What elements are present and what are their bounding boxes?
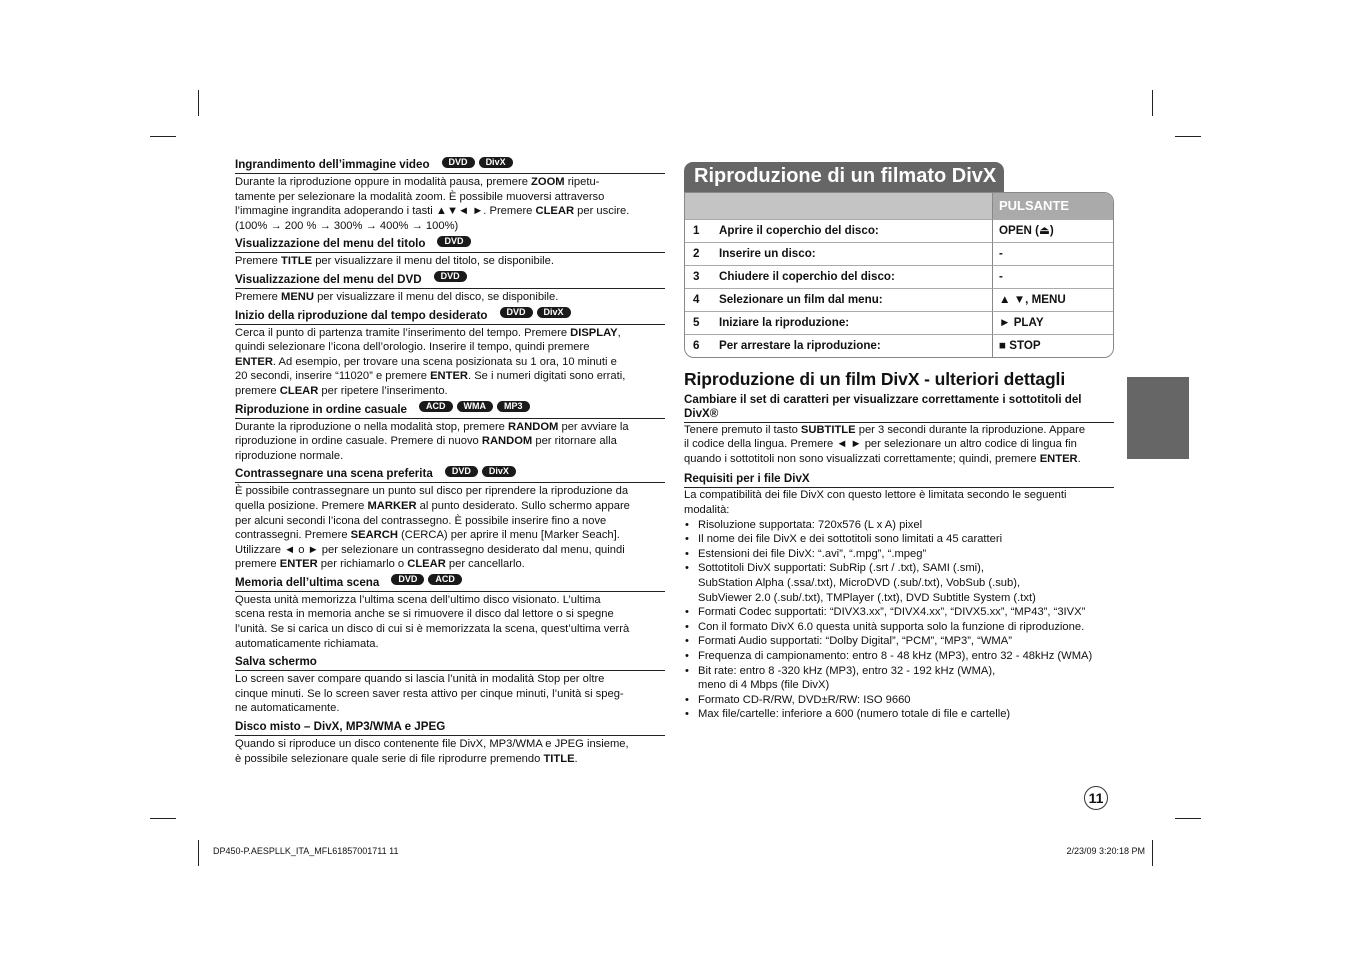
section <box>235 655 665 716</box>
step-text: Iniziare la riproduzione: <box>713 311 992 334</box>
section-body: Durante la riproduzione oppure in modalità pausa, premere ZOOM ripetu- tamente per selezionare la modalità zoom. È possibile muoversi attraverso l’immagine ingrandita adoperando i tasti ▲▼◄ ►. Premere CLEAR per uscire. (100% → 200 % → 300% → 400% → 100%) <box>235 176 630 232</box>
step-number: 1 <box>685 219 713 242</box>
list-item: • Bit rate: entro 8 -320 kHz (MP3), entro 32 - 192 kHz (WMA), meno di 4 Mbps (file DivX) <box>698 664 1114 693</box>
format-badge: WMA <box>457 401 494 412</box>
footer-left: DP450-P.AESPLLK_ITA_MFL61857001711 11 <box>213 846 399 856</box>
section-title-text: Disco misto – DivX, MP3/WMA e JPEG <box>235 720 446 734</box>
section-title-text: Memoria dell’ultima scena <box>235 575 380 589</box>
section-title <box>235 576 665 592</box>
section <box>235 158 665 233</box>
section <box>235 237 665 269</box>
list-item: • Formati Codec supportati: “DIVX3.xx”, “DIVX4.xx”, “DIVX5.xx”, “MP43”, “3IVX” <box>698 605 1114 620</box>
section-title-text: Salva schermo <box>235 655 317 669</box>
right-column <box>684 162 1114 722</box>
list-item: • Estensioni dei file DivX: “.avi”, “.mpg”, “.mpeg” <box>698 547 1114 562</box>
table-header-row <box>685 193 1113 219</box>
details-heading: Riproduzione di un film DivX - ulteriori dettagli <box>684 369 1066 389</box>
table-header-button: PULSANTE <box>992 193 1113 219</box>
table-row <box>685 265 1113 288</box>
footer-right: 2/23/09 3:20:18 PM <box>1066 846 1145 856</box>
crop-mark <box>1152 840 1153 866</box>
section-title <box>235 309 665 325</box>
step-text: Aprire il coperchio del disco: <box>713 219 992 242</box>
steps-table <box>684 192 1114 358</box>
requirements-list <box>684 518 1114 722</box>
table-row <box>685 288 1113 311</box>
table-row <box>685 242 1113 265</box>
list-item: • Il nome dei file DivX e dei sottotitoli sono limitati a 45 caratteri <box>698 532 1114 547</box>
section-title-text: Visualizzazione del menu del titolo <box>235 237 426 251</box>
crop-mark <box>150 818 176 819</box>
format-badge: MP3 <box>497 401 530 412</box>
format-badge: DivX <box>479 157 513 168</box>
table-row <box>685 311 1113 334</box>
subtitle-charset-body: Tenere premuto il tasto SUBTITLE per 3 secondi durante la riproduzione. Appare il codice della lingua. Premere ◄ ► per selezionare un altro codice di lingua fin quando i sottotitoli non sono visualizzati correttamente; quindi, premere ENTER. <box>684 422 1114 467</box>
format-badge: DVD <box>445 466 478 477</box>
format-badge: DVD <box>500 307 533 318</box>
section-body: Premere MENU per visualizzare il menu del disco, se disponibile. <box>235 290 559 303</box>
section <box>235 403 665 464</box>
section-title-text: Inizio della riproduzione dal tempo desiderato <box>235 308 488 322</box>
section-banner: Riproduzione di un filmato DivX <box>684 162 1004 192</box>
section-body: Durante la riproduzione o nella modalità stop, premere RANDOM per avviare la riproduzione in ordine casuale. Premere di nuovo RANDOM per ritornare alla riproduzione normale. <box>235 420 629 462</box>
requirements-title: Requisiti per i file DivX <box>684 472 1114 488</box>
section-title <box>235 655 665 671</box>
section-title-text: Visualizzazione del menu del DVD <box>235 272 422 286</box>
section <box>235 576 665 651</box>
step-button: OPEN (⏏) <box>992 219 1113 242</box>
format-badge: DVD <box>391 574 424 585</box>
step-text: Selezionare un film dal menu: <box>713 288 992 311</box>
step-text: Per arrestare la riproduzione: <box>713 334 992 357</box>
list-item: • Max file/cartelle: inferiore a 600 (numero totale di file e cartelle) <box>698 707 1114 722</box>
list-item: • Frequenza di campionamento: entro 8 - 48 kHz (MP3), entro 32 - 48kHz (WMA) <box>698 649 1114 664</box>
section-title <box>235 467 665 483</box>
step-button: - <box>992 242 1113 265</box>
step-number: 5 <box>685 311 713 334</box>
step-number: 3 <box>685 265 713 288</box>
format-badge: DivX <box>537 307 571 318</box>
subtitle-charset-title: Cambiare il set di caratteri per visualizzare correttamente i sottotitoli del DivX® <box>684 392 1082 420</box>
step-button: ▲ ▼, MENU <box>992 288 1113 311</box>
section-title <box>235 403 665 419</box>
format-badge: DVD <box>434 271 467 282</box>
step-text: Inserire un disco: <box>713 242 992 265</box>
section-title <box>235 720 665 736</box>
section-body: Premere TITLE per visualizzare il menu del titolo, se disponibile. <box>235 255 554 268</box>
section-title <box>235 158 665 174</box>
format-badge: DVD <box>437 236 470 247</box>
section-body: Quando si riproduce un disco contenente file DivX, MP3/WMA e JPEG insieme, è possibile selezionare quale serie di file riprodurre premendo TITLE. <box>235 738 629 765</box>
section-body: Cerca il punto di partenza tramite l’inserimento del tempo. Premere DISPLAY, quindi selezionare l’icona dell’orologio. Inserire il tempo, quindi premere ENTER. Ad esempio, per trovare una scena posizionata su 1 ora, 10 minuti e 20 secondi, inserire “11020” e premere ENTER. Se i numeri digitati sono errati, premere CLEAR per ripetere l’inserimento. <box>235 326 626 397</box>
crop-mark <box>150 136 176 137</box>
list-item: • Sottotitoli DivX supportati: SubRip (.srt / .txt), SAMI (.smi), SubStation Alpha (.ssa/.txt), MicroDVD (.sub/.txt), VobSub (.sub), SubViewer 2.0 (.sub/.txt), TMPlayer (.txt), DVD Subtitle System (.txt) <box>698 561 1114 605</box>
format-badge: DivX <box>482 466 516 477</box>
section <box>235 273 665 305</box>
section-title <box>235 273 665 289</box>
section-body: Lo screen saver compare quando si lascia l’unità in modalità Stop per oltre cinque minuti. Se lo screen saver resta attivo per cinque minuti, l’unità si speg- ne automaticamente. <box>235 673 624 715</box>
section-body: Questa unità memorizza l’ultima scena dell’ultimo disco visionato. L’ultima scena resta in memoria anche se si rimuovere il disco dal lettore o si spegne l’unità. Se si carica un disco di cui si è memorizzata la scena, quest’ultima verrà automaticamente richiamata. <box>235 593 630 650</box>
section <box>235 720 665 766</box>
format-badge: ACD <box>428 574 462 585</box>
list-item: • Con il formato DivX 6.0 questa unità supporta solo la funzione di riproduzione. <box>698 620 1114 635</box>
requirements-intro: La compatibilità dei file DivX con questo lettore è limitata secondo le seguenti modalità: <box>684 489 1067 516</box>
crop-mark <box>1152 90 1153 116</box>
section-title-text: Contrassegnare una scena preferita <box>235 467 433 481</box>
list-item: • Formato CD-R/RW, DVD±R/RW: ISO 9660 <box>698 693 1114 708</box>
step-number: 2 <box>685 242 713 265</box>
table-row <box>685 334 1113 357</box>
left-column <box>235 158 665 770</box>
crop-mark <box>198 90 199 116</box>
list-item: • Formati Audio supportati: “Dolby Digital”, “PCM”, “MP3”, “WMA” <box>698 634 1114 649</box>
section <box>235 467 665 572</box>
format-badge: DVD <box>442 157 475 168</box>
step-button: ► PLAY <box>992 311 1113 334</box>
section <box>235 309 665 399</box>
table-row <box>685 219 1113 242</box>
crop-mark <box>1175 818 1201 819</box>
page-number: 11 <box>1084 786 1108 810</box>
side-tab <box>1127 377 1189 459</box>
step-button: ■ STOP <box>992 334 1113 357</box>
step-number: 6 <box>685 334 713 357</box>
format-badge: ACD <box>419 401 453 412</box>
section-title <box>235 237 665 253</box>
crop-mark <box>1175 136 1201 137</box>
crop-mark <box>198 840 199 866</box>
section-body: È possibile contrassegnare un punto sul disco per riprendere la riproduzione da quella posizione. Premere MARKER al punto desiderato. Sullo schermo appare per alcuni secondi l’icona del contrassegno. È possibile inserire fino a nove contrassegni. Premere SEARCH (CERCA) per aprire il menu [Marker Seach]. Utilizzare ◄ o ► per selezionare un contrassegno desiderato dal menu, quindi premere ENTER per richiamarlo o CLEAR per cancellarlo. <box>235 485 630 571</box>
step-number: 4 <box>685 288 713 311</box>
list-item: • Risoluzione supportata: 720x576 (L x A) pixel <box>698 518 1114 533</box>
step-text: Chiudere il coperchio del disco: <box>713 265 992 288</box>
section-title-text: Ingrandimento dell’immagine video <box>235 158 430 171</box>
step-button: - <box>992 265 1113 288</box>
section-title-text: Riproduzione in ordine casuale <box>235 402 407 416</box>
